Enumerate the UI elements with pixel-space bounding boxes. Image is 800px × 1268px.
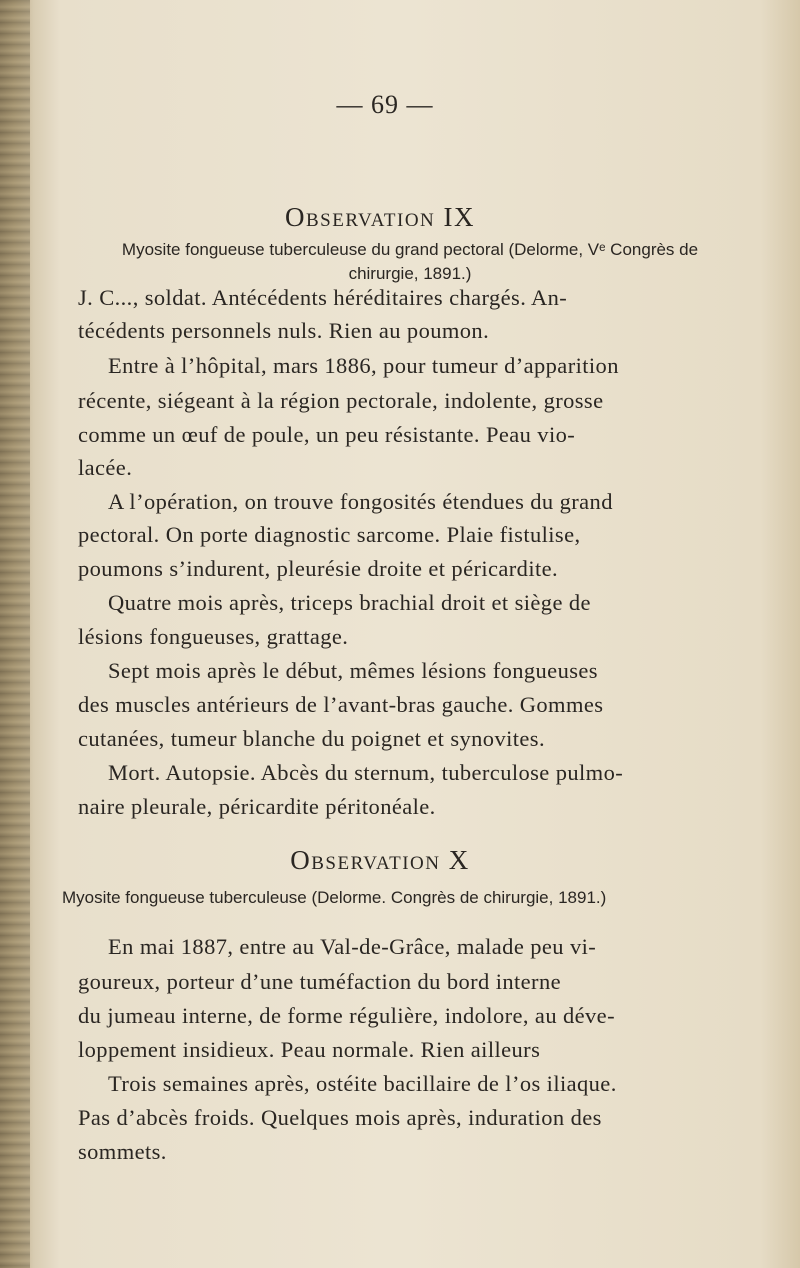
observation-9-line: pectoral. On porte diagnostic sarcome. Plaie fistulise, (78, 522, 581, 547)
observation-9-subtitle-line-2: chirurgie, 1891.) (348, 264, 472, 283)
observation-9-line: Quatre mois après, triceps brachial droit et siège de (108, 590, 591, 615)
observation-9-line: poumons s’indurent, pleurésie droite et péricardite. (78, 556, 559, 581)
observation-10-line: En mai 1887, entre au Val-de-Grâce, malade peu vi- (108, 934, 597, 959)
observation-9-line: comme un œuf de poule, un peu résistante. Peau vio- (78, 422, 576, 447)
observation-10-line: Trois semaines après, ostéite bacillaire de l’os iliaque. (108, 1071, 617, 1096)
observation-10-line: du jumeau interne, de forme régulière, indolore, au déve- (78, 1003, 615, 1028)
observation-9-line: Sept mois après le début, mêmes lésions fongueuses (108, 658, 598, 683)
observation-9-subtitle (75, 238, 745, 286)
binding-shadow (0, 0, 30, 1268)
observation-10-line: sommets. (78, 1139, 167, 1164)
observation-10-line: goureux, porteur d’une tuméfaction du bord interne (78, 969, 561, 994)
observation-10-line: loppement insidieux. Peau normale. Rien ailleurs (78, 1037, 541, 1062)
observation-9-line: lacée. (78, 455, 133, 480)
observation-9-line: J. C..., soldat. Antécédents héréditaires chargés. An- (78, 285, 568, 310)
observation-10-line: Pas d’abcès froids. Quelques mois après, induration des (78, 1105, 602, 1130)
observation-9-line: cutanées, tumeur blanche du poignet et synovites. (78, 726, 545, 751)
observation-9-line: des muscles antérieurs de l’avant-bras gauche. Gommes (78, 692, 604, 717)
observation-9-line: Mort. Autopsie. Abcès du sternum, tuberculose pulmo- (108, 760, 624, 785)
observation-9-line: naire pleurale, péricardite péritonéale. (78, 794, 436, 819)
observation-9-line: récente, siégeant à la région pectorale, indolente, grosse (78, 388, 604, 413)
observation-9-line: A l’opération, on trouve fongosités étendues du grand (108, 489, 613, 514)
observation-9-subtitle-line-1: Myosite fongueuse tuberculeuse du grand pectoral (Delorme, Vᵉ Congrès de (121, 240, 699, 259)
observation-10-subtitle: Myosite fongueuse tuberculeuse (Delorme. Congrès de chirurgie, 1891.) (62, 888, 607, 907)
page-number: — 69 — (336, 90, 434, 119)
observation-9-line: lésions fongueuses, grattage. (78, 624, 349, 649)
observation-9-line: Entre à l’hôpital, mars 1886, pour tumeur d’apparition (108, 353, 619, 378)
observation-10-title: Observation X (290, 845, 470, 875)
observation-9-title: Observation IX (285, 202, 475, 232)
observation-9-line: técédents personnels nuls. Rien au poumon. (78, 318, 490, 343)
